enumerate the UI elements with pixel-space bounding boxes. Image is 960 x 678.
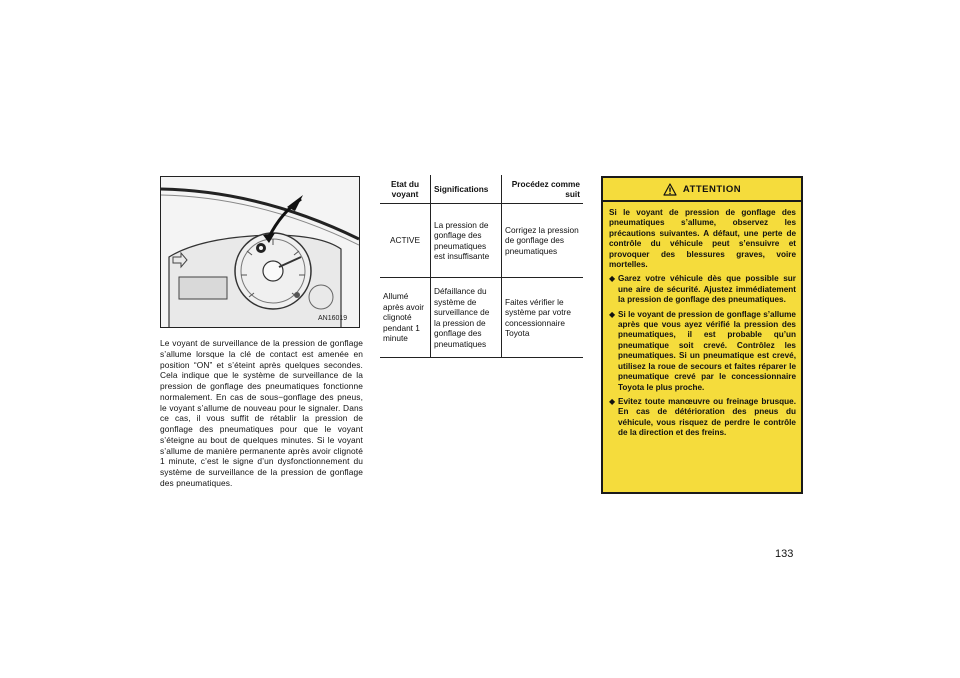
table-row <box>380 278 583 358</box>
list-item <box>609 310 796 393</box>
table-cell-state: Allumé après avoir clignoté pendant 1 minute <box>380 278 431 358</box>
column-header-action: Procédez comme suit <box>502 175 584 204</box>
intro-paragraph: Le voyant de surveillance de la pression de gonflage s’allume lorsque la clé de contact est amenée en position “ON” et s’éteint après quelques secondes. Cela indique que le système de surveillance de la pression de gonflage des pneumatiques fonctionne normalement. En cas de sous−gonflage des pneus, le voyant s’allume de nouveau pour le signaler. Dans ce cas, il vous suffit de rétablir la pression de gonflage des pneumatiques pour que le voyant s’éteigne au bout de quelques minutes. Si le voyant s’allume de manière permanente après avoir clignoté 1 minute, c’est le signe d’un dysfonctionnement du système de surveillance de la pression de gonflage des pneumatiques. <box>160 338 363 488</box>
warning-triangle-icon <box>663 183 677 196</box>
instrument-cluster-illustration <box>161 177 359 327</box>
diamond-bullet-icon: ◆ <box>609 309 616 319</box>
warning-light-table <box>380 175 583 358</box>
page-number: 133 <box>775 548 794 560</box>
attention-header <box>603 178 801 202</box>
attention-title: ATTENTION <box>682 183 742 195</box>
attention-box <box>601 176 803 494</box>
diamond-bullet-icon: ◆ <box>609 396 616 406</box>
attention-bullet-text: Garez votre véhicule dès que possible sur une aire de sécurité. Ajustez immédiatement la pression de gonflage des pneumatiques. <box>618 274 796 305</box>
table-cell-meaning: Défaillance du système de surveillance de la pression de gonflage des pneumatiques <box>431 278 502 358</box>
table-cell-meaning: La pression de gonflage des pneumatiques est insuffisante <box>431 204 502 278</box>
table-header-row <box>380 175 583 204</box>
list-item <box>609 397 796 439</box>
table-cell-state: ACTIVE <box>380 204 431 278</box>
instrument-cluster-figure <box>160 176 360 328</box>
table-row <box>380 204 583 278</box>
attention-bullet-text: Si le voyant de pression de gonflage s’allume après que vous ayez vérifié la pression des pneumatiques, il est probable qu’un pneumatique soit crevé. Contrôlez les pneumatiques. Si un pneumatique est crevé, utilisez la roue de secours et faites réparer le pneumatique crevé par le concessionnaire Toyota le plus proche. <box>618 309 796 392</box>
attention-bullet-text: Evitez toute manœuvre ou freinage brusque. En cas de détérioration des pneus du véhicule, vous risquez de perdre le contrôle de la direction et des freins. <box>618 396 796 438</box>
column-header-meaning: Significations <box>431 175 502 204</box>
table-cell-action: Corrigez la pression de gonflage des pneumatiques <box>502 204 584 278</box>
attention-body <box>603 202 801 439</box>
figure-code: AN16019 <box>318 315 348 322</box>
column-header-state: Etat du voyant <box>380 175 431 204</box>
diamond-bullet-icon: ◆ <box>609 274 616 284</box>
table-cell-action: Faites vérifier le système par votre concessionnaire Toyota <box>502 278 584 358</box>
attention-intro: Si le voyant de pression de gonflage des pneumatiques s’allume, observez les précautions suivantes. A défaut, une perte de contrôle du véhicule peut s’ensuivre et provoquer des blessures graves, voire mortelles. <box>609 208 796 270</box>
list-item <box>609 274 796 305</box>
